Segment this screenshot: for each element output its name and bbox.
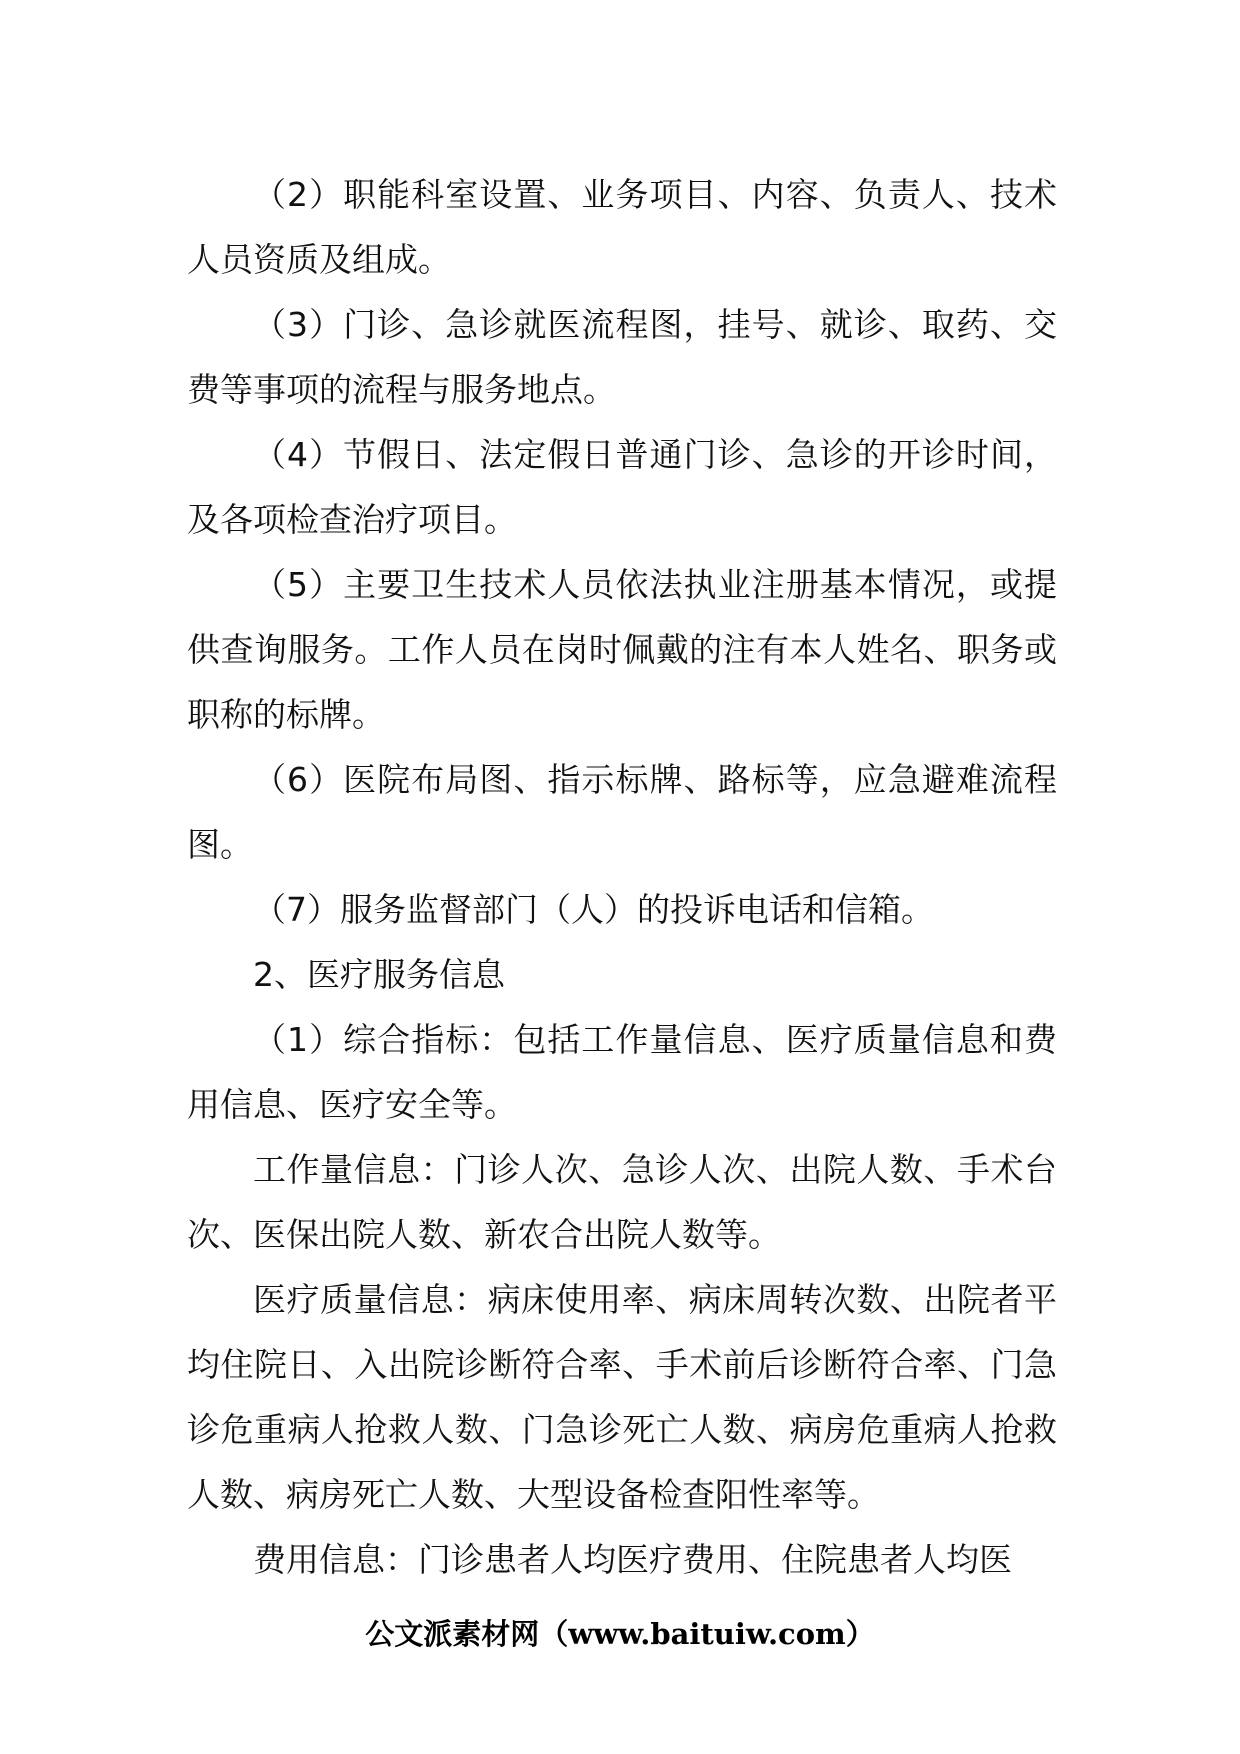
paragraph-item-4: （4）节假日、法定假日普通门诊、急诊的开诊时间，及各项检查治疗项目。 (187, 435, 1057, 539)
section-heading: 2、医疗服务信息 (253, 955, 505, 994)
paragraph-item-7: （7）服务监督部门（人）的投诉电话和信箱。 (253, 890, 934, 929)
paragraph-item-6: （6）医院布局图、指示标牌、路标等，应急避难流程图。 (187, 760, 1057, 864)
paragraph-item-2: （2）职能科室设置、业务项目、内容、负责人、技术人员资质及组成。 (187, 175, 1057, 279)
paragraph-item-5: （5）主要卫生技术人员依法执业注册基本情况，或提供查询服务。工作人员在岗时佩戴的注有本人姓名、职务或职称的标牌。 (187, 565, 1057, 734)
paragraph-workload-info: 工作量信息：门诊人次、急诊人次、出院人数、手术台次、医保出院人数、新农合出院人数等。 (187, 1150, 1057, 1254)
footer-watermark: 公文派素材网（www.baituiw.com） (365, 1617, 875, 1651)
paragraph-cost-info: 费用信息：门诊患者人均医疗费用、住院患者人均医 (253, 1540, 1012, 1579)
paragraph-comprehensive-indicators: （1）综合指标：包括工作量信息、医疗质量信息和费用信息、医疗安全等。 (187, 1020, 1057, 1124)
paragraph-quality-info: 医疗质量信息：病床使用率、病床周转次数、出院者平均住院日、入出院诊断符合率、手术前后诊断符合率、门急诊危重病人抢救人数、门急诊死亡人数、病房危重病人抢救人数、病房死亡人数、大型设备检查阳性率等。 (187, 1280, 1057, 1514)
paragraph-item-3: （3）门诊、急诊就医流程图，挂号、就诊、取药、交费等事项的流程与服务地点。 (187, 305, 1057, 409)
document-body (187, 162, 1057, 1592)
